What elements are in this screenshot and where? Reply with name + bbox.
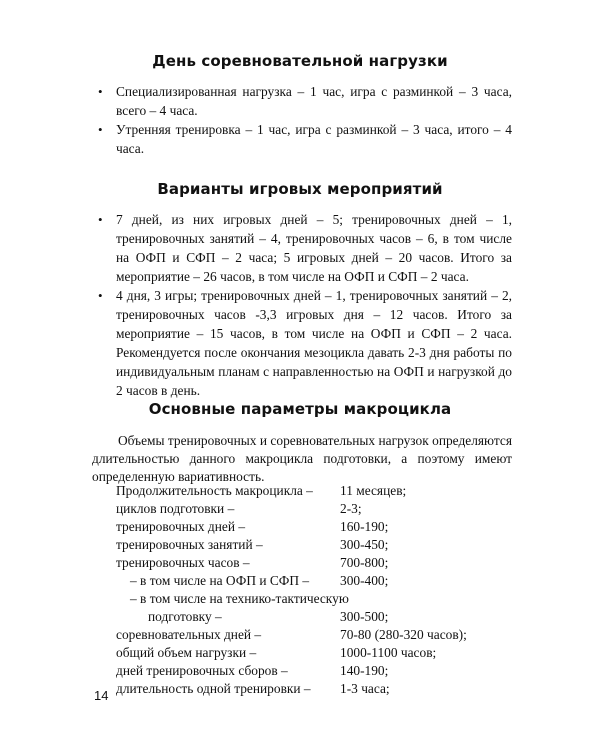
param-row — [116, 518, 536, 536]
param-row — [116, 536, 536, 554]
macrocycle-intro: Объемы тренировочных и соревновательных нагрузок определяются длительностью данного макроцикла подготовки, а поэтому имеют определенную вариативность. — [92, 433, 512, 484]
param-row — [116, 572, 536, 590]
list-item-text: Специализированная нагрузка – 1 час, игра с разминкой – 3 часа, всего – 4 часа. — [116, 84, 512, 118]
game-events-list — [92, 210, 512, 400]
section-title-game-events: Варианты игровых мероприятий — [157, 180, 443, 198]
param-label: дней тренировочных сборов – — [116, 663, 288, 678]
param-label: циклов подготовки – — [116, 501, 235, 516]
param-value: 300-500; — [340, 609, 389, 624]
bullet-icon: • — [98, 122, 103, 137]
param-value: 70-80 (280-320 часов); — [340, 627, 467, 642]
param-row — [116, 590, 536, 608]
section-title-competition-day: День соревновательной нагрузки — [152, 52, 448, 70]
param-value: 300-400; — [340, 573, 389, 588]
page-number: 14 — [94, 688, 109, 703]
param-label: соревновательных дней – — [116, 627, 262, 642]
bullet-icon: • — [98, 212, 103, 227]
list-item — [92, 210, 512, 286]
list-item-text: 4 дня, 3 игры; тренировочных дней – 1, тренировочных занятий – 2, тренировочных часов -3,3 игровых дня – 12 часов. Итого за мероприятие – 15 часов, в том числе на ОФП и СФП – 2 часа. Рекомендуется после окончания мезоцикла давать 2-3 дня работы по индивидуальным планам с направленностью на ОФП и нагрузкой до 2 часов в день. — [116, 288, 512, 398]
param-label: – в том числе на ОФП и СФП – — [130, 573, 310, 588]
bullet-icon: • — [98, 84, 103, 99]
param-label: Продолжительность макроцикла – — [116, 483, 313, 498]
list-item-text: Утренняя тренировка – 1 час, игра с разминкой – 3 часа, итого – 4 часа. — [116, 122, 512, 156]
list-item — [92, 120, 512, 158]
param-row — [116, 662, 536, 680]
param-row — [116, 500, 536, 518]
param-label: – в том числе на технико-тактическую — [130, 591, 349, 606]
param-label: подготовку – — [148, 609, 222, 624]
macrocycle-params — [116, 482, 536, 698]
param-value: 1-3 часа; — [340, 681, 390, 696]
param-label: тренировочных дней – — [116, 519, 246, 534]
param-label: тренировочных часов – — [116, 555, 250, 570]
list-item-text: 7 дней, из них игровых дней – 5; тренировочных дней – 1, тренировочных занятий – 4, тренировочных часов – 6, в том числе на ОФП и СФП – 2 часа; 5 игровых дней – 20 часов. Итого за мероприятие – 26 часов, в том числе на ОФП и СФП – 2 часа. — [116, 212, 512, 284]
param-value: 700-800; — [340, 555, 389, 570]
param-row — [116, 680, 536, 698]
list-item — [92, 286, 512, 400]
param-value: 1000-1100 часов; — [340, 645, 437, 660]
section-title-macrocycle: Основные параметры макроцикла — [148, 400, 452, 418]
competition-day-list — [92, 82, 512, 158]
param-value: 160-190; — [340, 519, 389, 534]
param-row — [116, 482, 536, 500]
list-item — [92, 82, 512, 120]
param-row — [116, 608, 536, 626]
param-label: общий объем нагрузки – — [116, 645, 257, 660]
param-row — [116, 644, 536, 662]
param-value: 11 месяцев; — [340, 483, 407, 498]
param-value: 300-450; — [340, 537, 389, 552]
param-label: тренировочных занятий – — [116, 537, 263, 552]
param-row — [116, 626, 536, 644]
param-value: 2-3; — [340, 501, 362, 516]
param-label: длительность одной тренировки – — [116, 681, 311, 696]
param-value: 140-190; — [340, 663, 389, 678]
bullet-icon: • — [98, 288, 103, 303]
param-row — [116, 554, 536, 572]
